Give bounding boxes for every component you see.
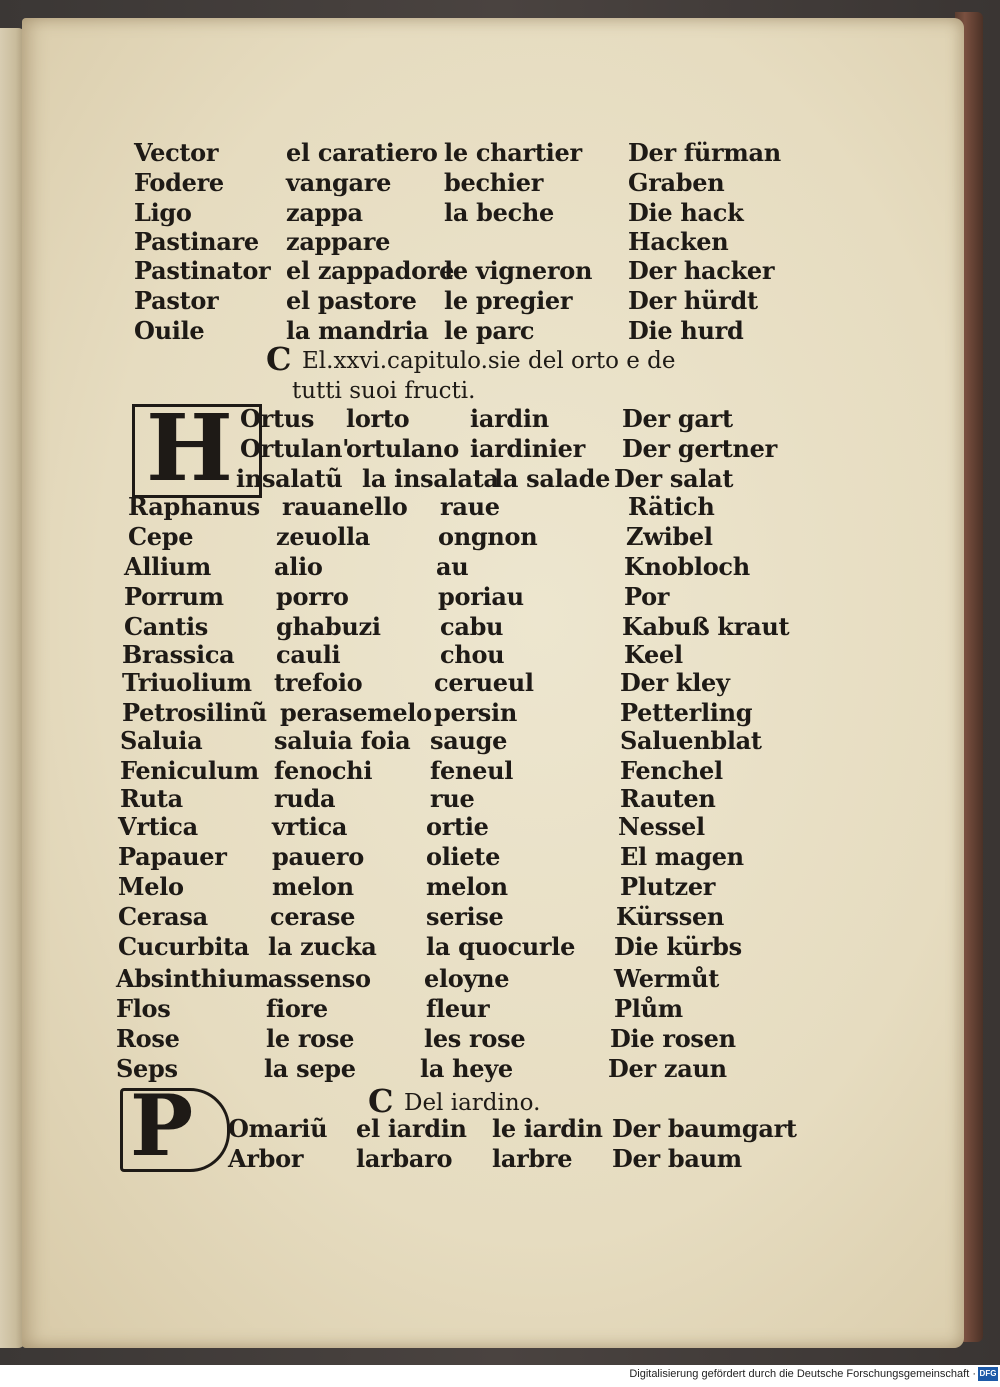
entry-b-row-6-german: Knobloch: [624, 552, 750, 581]
chapter-heading-line-1: El.xxvi.capitulo.sie del orto e de: [302, 348, 676, 374]
entry-b-row-17-german: Plutzer: [620, 872, 716, 901]
entry-b-row-23-german: Der zaun: [608, 1054, 727, 1083]
entry-a-row-2-italian: vangare: [286, 168, 392, 197]
entry-b-row-13-italian: fenochi: [274, 756, 373, 785]
entry-b-row-14-german: Rauten: [620, 784, 716, 813]
entry-a-row-6-latin: Pastor: [134, 286, 219, 315]
entry-b-row-15-latin: Vrtica: [118, 812, 198, 841]
entry-a-row-6-french: le pregier: [444, 286, 573, 315]
entry-a-row-1-italian: el caratiero: [286, 138, 438, 167]
entry-a-row-1-latin: Vector: [134, 138, 219, 167]
entry-b-row-12-french: sauge: [430, 726, 508, 755]
entry-b-row-4-german: Rätich: [628, 492, 715, 521]
entry-a-row-2-latin: Fodere: [134, 168, 224, 197]
entry-b-row-16-latin: Papauer: [118, 842, 227, 871]
entry-b-row-12-italian: saluia foia: [274, 726, 411, 755]
decorated-initial-h: H: [146, 394, 233, 502]
entry-b-row-12-german: Saluenblat: [620, 726, 762, 755]
pilcrow-mark-2: C: [368, 1082, 394, 1120]
entry-b-row-3-latin: insalatũ: [236, 464, 343, 493]
entry-b-row-7-french: poriau: [438, 582, 524, 611]
entry-a-row-2-german: Graben: [628, 168, 725, 197]
entry-a-row-5-french: le vigneron: [444, 256, 593, 285]
entry-b-row-2-italian: ortulano: [346, 434, 459, 463]
entry-a-row-7-italian: la mandria: [286, 316, 429, 345]
entry-a-row-3-french: la beche: [444, 198, 555, 227]
entry-b-row-21-french: fleur: [426, 994, 490, 1023]
entry-b-row-9-french: chou: [440, 640, 505, 669]
entry-c-row-1-french: le iardin: [492, 1114, 603, 1143]
entry-b-row-3-italian: la insalata: [362, 464, 499, 493]
entry-b-row-3-french: la salade: [494, 464, 611, 493]
entry-b-row-22-german: Die rosen: [610, 1024, 736, 1053]
entry-b-row-2-german: Der gertner: [622, 434, 777, 463]
entry-a-row-4-italian: zappare: [286, 227, 391, 256]
entry-b-row-15-italian: vrtica: [272, 812, 348, 841]
funding-credit: Digitalisierung gefördert durch die Deutsche Forschungsgemeinschaft ·: [629, 1368, 976, 1380]
entry-b-row-6-italian: alio: [274, 552, 323, 581]
entry-a-row-1-german: Der fürman: [628, 138, 781, 167]
entry-a-row-5-latin: Pastinator: [134, 256, 271, 285]
entry-b-row-8-german: Kabuß kraut: [622, 612, 790, 641]
entry-b-row-23-french: la heye: [420, 1054, 513, 1083]
entry-b-row-8-italian: ghabuzi: [276, 612, 381, 641]
entry-b-row-19-latin: Cucurbita: [118, 932, 250, 961]
entry-b-row-22-french: les rose: [424, 1024, 526, 1053]
entry-c-row-2-french: larbre: [492, 1144, 573, 1173]
entry-b-row-16-italian: pauero: [272, 842, 364, 871]
entry-c-row-2-latin: Arbor: [228, 1144, 304, 1173]
entry-b-row-21-german: Plům: [614, 994, 683, 1023]
entry-b-row-16-german: El magen: [620, 842, 744, 871]
entry-b-row-2-french: iardinier: [470, 434, 585, 463]
entry-b-row-10-latin: Triuolium: [122, 668, 252, 697]
entry-b-row-23-italian: la sepe: [264, 1054, 356, 1083]
entry-b-row-10-italian: trefoio: [274, 668, 363, 697]
entry-a-row-7-latin: Ouile: [134, 316, 205, 345]
entry-b-row-15-german: Nessel: [618, 812, 705, 841]
entry-b-row-9-german: Keel: [624, 640, 683, 669]
entry-a-row-6-german: Der hürdt: [628, 286, 758, 315]
entry-b-row-13-french: feneul: [430, 756, 514, 785]
entry-b-row-22-latin: Rose: [116, 1024, 180, 1053]
entry-b-row-19-italian: la zucka: [268, 932, 377, 961]
entry-b-row-13-german: Fenchel: [620, 756, 723, 785]
entry-b-row-3-german: Der salat: [614, 464, 734, 493]
entry-b-row-8-latin: Cantis: [124, 612, 209, 641]
entry-b-row-19-french: la quocurle: [426, 932, 576, 961]
entry-b-row-23-latin: Seps: [116, 1054, 178, 1083]
entry-b-row-18-italian: cerase: [270, 902, 356, 931]
entry-b-row-6-french: au: [436, 552, 469, 581]
entry-b-row-14-italian: ruda: [274, 784, 336, 813]
entry-a-row-7-german: Die hurd: [628, 316, 744, 345]
entry-a-row-3-german: Die hack: [628, 198, 744, 227]
entry-a-row-1-french: le chartier: [444, 138, 582, 167]
entry-b-row-1-french: iardin: [470, 404, 549, 433]
entry-b-row-11-latin: Petrosilinũ: [122, 698, 267, 727]
entry-b-row-14-latin: Ruta: [120, 784, 183, 813]
entry-b-row-1-latin: Ortus: [240, 404, 315, 433]
entry-b-row-14-french: rue: [430, 784, 475, 813]
entry-c-row-1-italian: el iardin: [356, 1114, 467, 1143]
entry-a-row-3-italian: zappa: [286, 198, 363, 227]
entry-a-row-4-latin: Pastinare: [134, 227, 259, 256]
entry-b-row-9-latin: Brassica: [122, 640, 235, 669]
entry-a-row-2-french: bechier: [444, 168, 544, 197]
chapter-heading-line-2: tutti suoi fructi.: [292, 378, 476, 404]
entry-b-row-18-latin: Cerasa: [118, 902, 208, 931]
entry-b-row-1-german: Der gart: [622, 404, 733, 433]
entry-b-row-5-italian: zeuolla: [276, 522, 371, 551]
entry-b-row-2-latin: Ortulan': [240, 434, 350, 463]
entry-b-row-20-latin: Absinthium: [116, 964, 269, 993]
entry-a-row-3-latin: Ligo: [134, 198, 192, 227]
entry-c-row-2-german: Der baum: [612, 1144, 742, 1173]
section-heading: Del iardino.: [404, 1090, 541, 1116]
entry-b-row-11-italian: perasemelo: [280, 698, 432, 727]
entry-b-row-21-latin: Flos: [116, 994, 171, 1023]
entry-c-row-2-italian: larbaro: [356, 1144, 453, 1173]
entry-b-row-22-italian: le rose: [266, 1024, 355, 1053]
entry-b-row-17-italian: melon: [272, 872, 354, 901]
entry-c-row-1-german: Der baumgart: [612, 1114, 797, 1143]
entry-b-row-20-french: eloyne: [424, 964, 510, 993]
entry-b-row-11-french: persin: [434, 698, 517, 727]
decorated-initial-p: P: [130, 1076, 194, 1175]
entry-b-row-19-german: Die kürbs: [614, 932, 742, 961]
entry-c-row-1-latin: Omariũ: [228, 1114, 328, 1143]
entry-a-row-5-german: Der hacker: [628, 256, 775, 285]
entry-b-row-20-italian: assenso: [268, 964, 371, 993]
entry-b-row-17-latin: Melo: [118, 872, 184, 901]
entry-b-row-8-french: cabu: [440, 612, 504, 641]
entry-b-row-7-german: Por: [624, 582, 670, 611]
entry-b-row-5-german: Zwibel: [626, 522, 713, 551]
entry-b-row-4-italian: rauanello: [282, 492, 408, 521]
entry-b-row-18-french: serise: [426, 902, 504, 931]
entry-b-row-7-latin: Porrum: [124, 582, 224, 611]
entry-b-row-15-french: ortie: [426, 812, 489, 841]
entry-b-row-17-french: melon: [426, 872, 508, 901]
entry-a-row-5-italian: el zappadore: [286, 256, 455, 285]
dfg-logo: DFG: [978, 1367, 998, 1381]
entry-b-row-7-italian: porro: [276, 582, 349, 611]
entry-b-row-11-german: Petterling: [620, 698, 753, 727]
entry-b-row-16-french: oliete: [426, 842, 501, 871]
entry-b-row-5-latin: Cepe: [128, 522, 194, 551]
entry-b-row-9-italian: cauli: [276, 640, 341, 669]
entry-b-row-4-french: raue: [440, 492, 500, 521]
entry-b-row-21-italian: fiore: [266, 994, 328, 1023]
entry-b-row-10-german: Der kley: [620, 668, 730, 697]
entry-b-row-13-latin: Feniculum: [120, 756, 259, 785]
entry-b-row-6-latin: Allium: [124, 552, 212, 581]
entry-b-row-5-french: ongnon: [438, 522, 538, 551]
entry-a-row-7-french: le parc: [444, 316, 535, 345]
entry-a-row-6-italian: el pastore: [286, 286, 417, 315]
entry-b-row-1-italian: lorto: [346, 404, 410, 433]
entry-b-row-12-latin: Saluia: [120, 726, 203, 755]
entry-a-row-4-german: Hacken: [628, 227, 729, 256]
entry-b-row-20-german: Wermůt: [614, 964, 720, 993]
entry-b-row-4-latin: Raphanus: [128, 492, 260, 521]
pilcrow-mark: C: [266, 340, 292, 378]
entry-b-row-10-french: cerueul: [434, 668, 534, 697]
entry-b-row-18-german: Kürssen: [616, 902, 725, 931]
